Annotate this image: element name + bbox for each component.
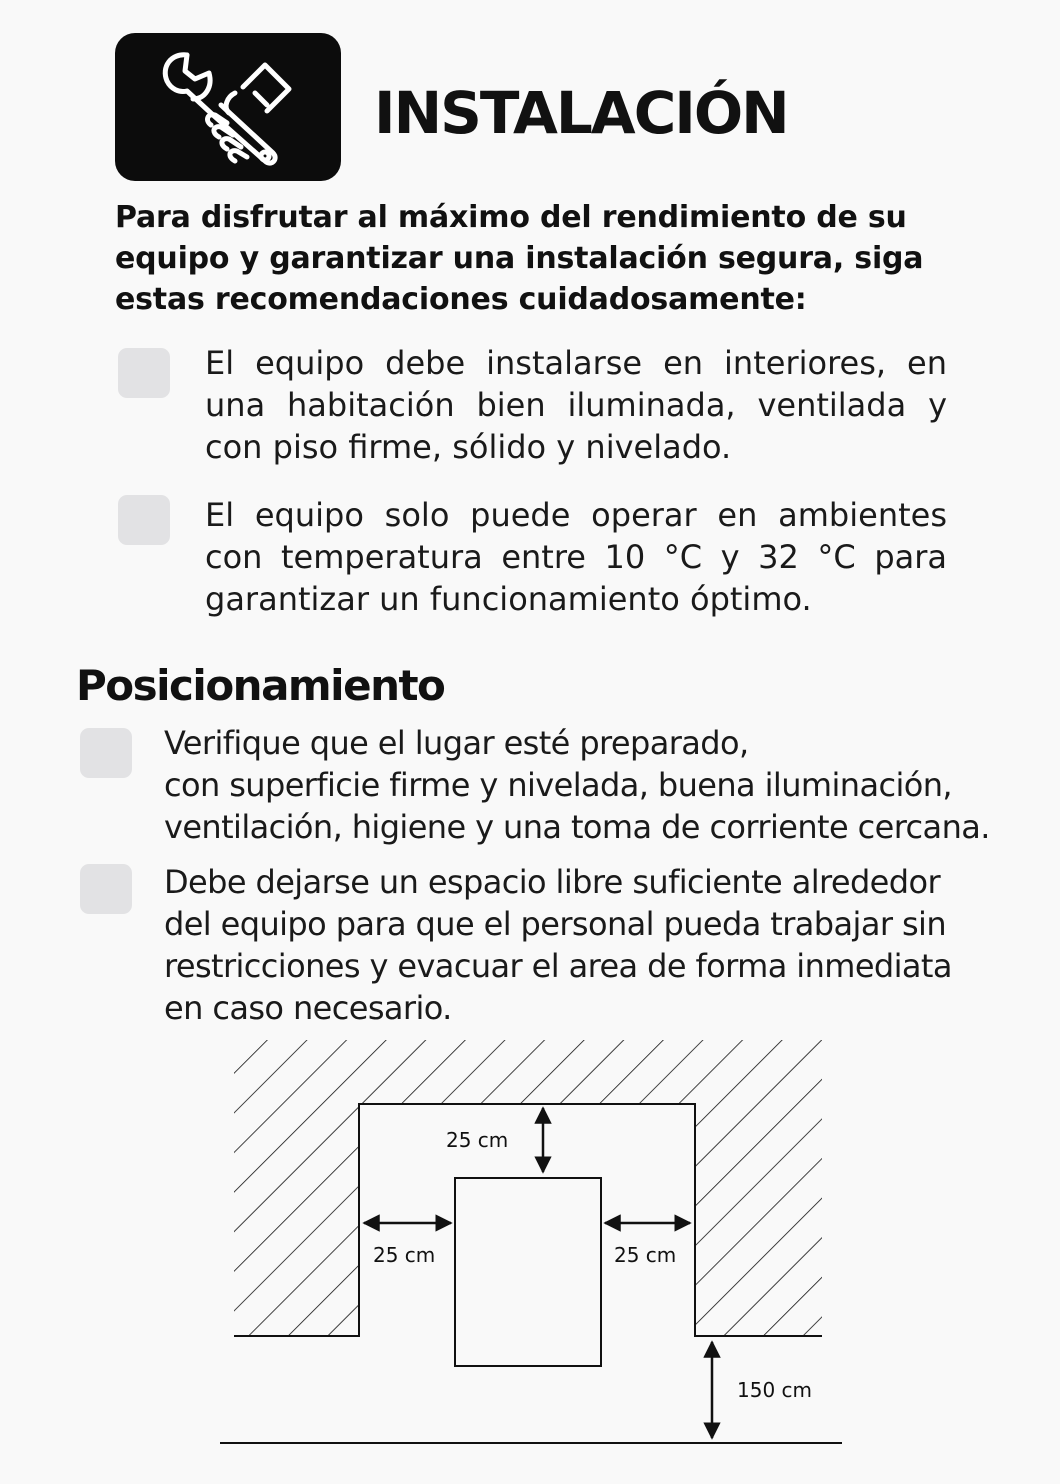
section-title: Posicionamiento: [76, 661, 445, 710]
install-item-text: El equipo debe instalarse en interiores, en una habitación bien iluminada, ventilada y con piso firme, sólido y nivelado.: [205, 344, 947, 466]
text-line: restricciones y evacuar el area de forma inmediata: [164, 947, 952, 985]
text-line: Debe dejarse un espacio libre suficiente alrededor: [164, 863, 941, 901]
equipment-box: [455, 1178, 601, 1366]
front-clearance-label: 150 cm: [737, 1378, 813, 1402]
left-clearance-label: 25 cm: [373, 1243, 436, 1267]
install-item-text: El equipo solo puede operar en ambientes con temperatura entre 10 °C y 32 °C para garantizar un funcionamiento óptimo.: [205, 496, 947, 618]
text-line: del equipo para que el personal pueda trabajar sin: [164, 905, 947, 943]
intro-paragraph: Para disfrutar al máximo del rendimiento de su equipo y garantizar una instalación segura, siga estas recomendaciones cuidadosamente:: [115, 200, 924, 317]
text-line: con superficie firme y nivelada, buena iluminación,: [164, 766, 952, 804]
right-clearance-label: 25 cm: [614, 1243, 677, 1267]
top-clearance-label: 25 cm: [446, 1128, 509, 1152]
text-line: ventilación, higiene y una toma de corriente cercana.: [164, 808, 990, 846]
text-line: Verifique que el lugar esté preparado,: [164, 724, 749, 762]
text-line: en caso necesario.: [164, 989, 452, 1027]
page-title: INSTALACIÓN: [374, 79, 788, 147]
